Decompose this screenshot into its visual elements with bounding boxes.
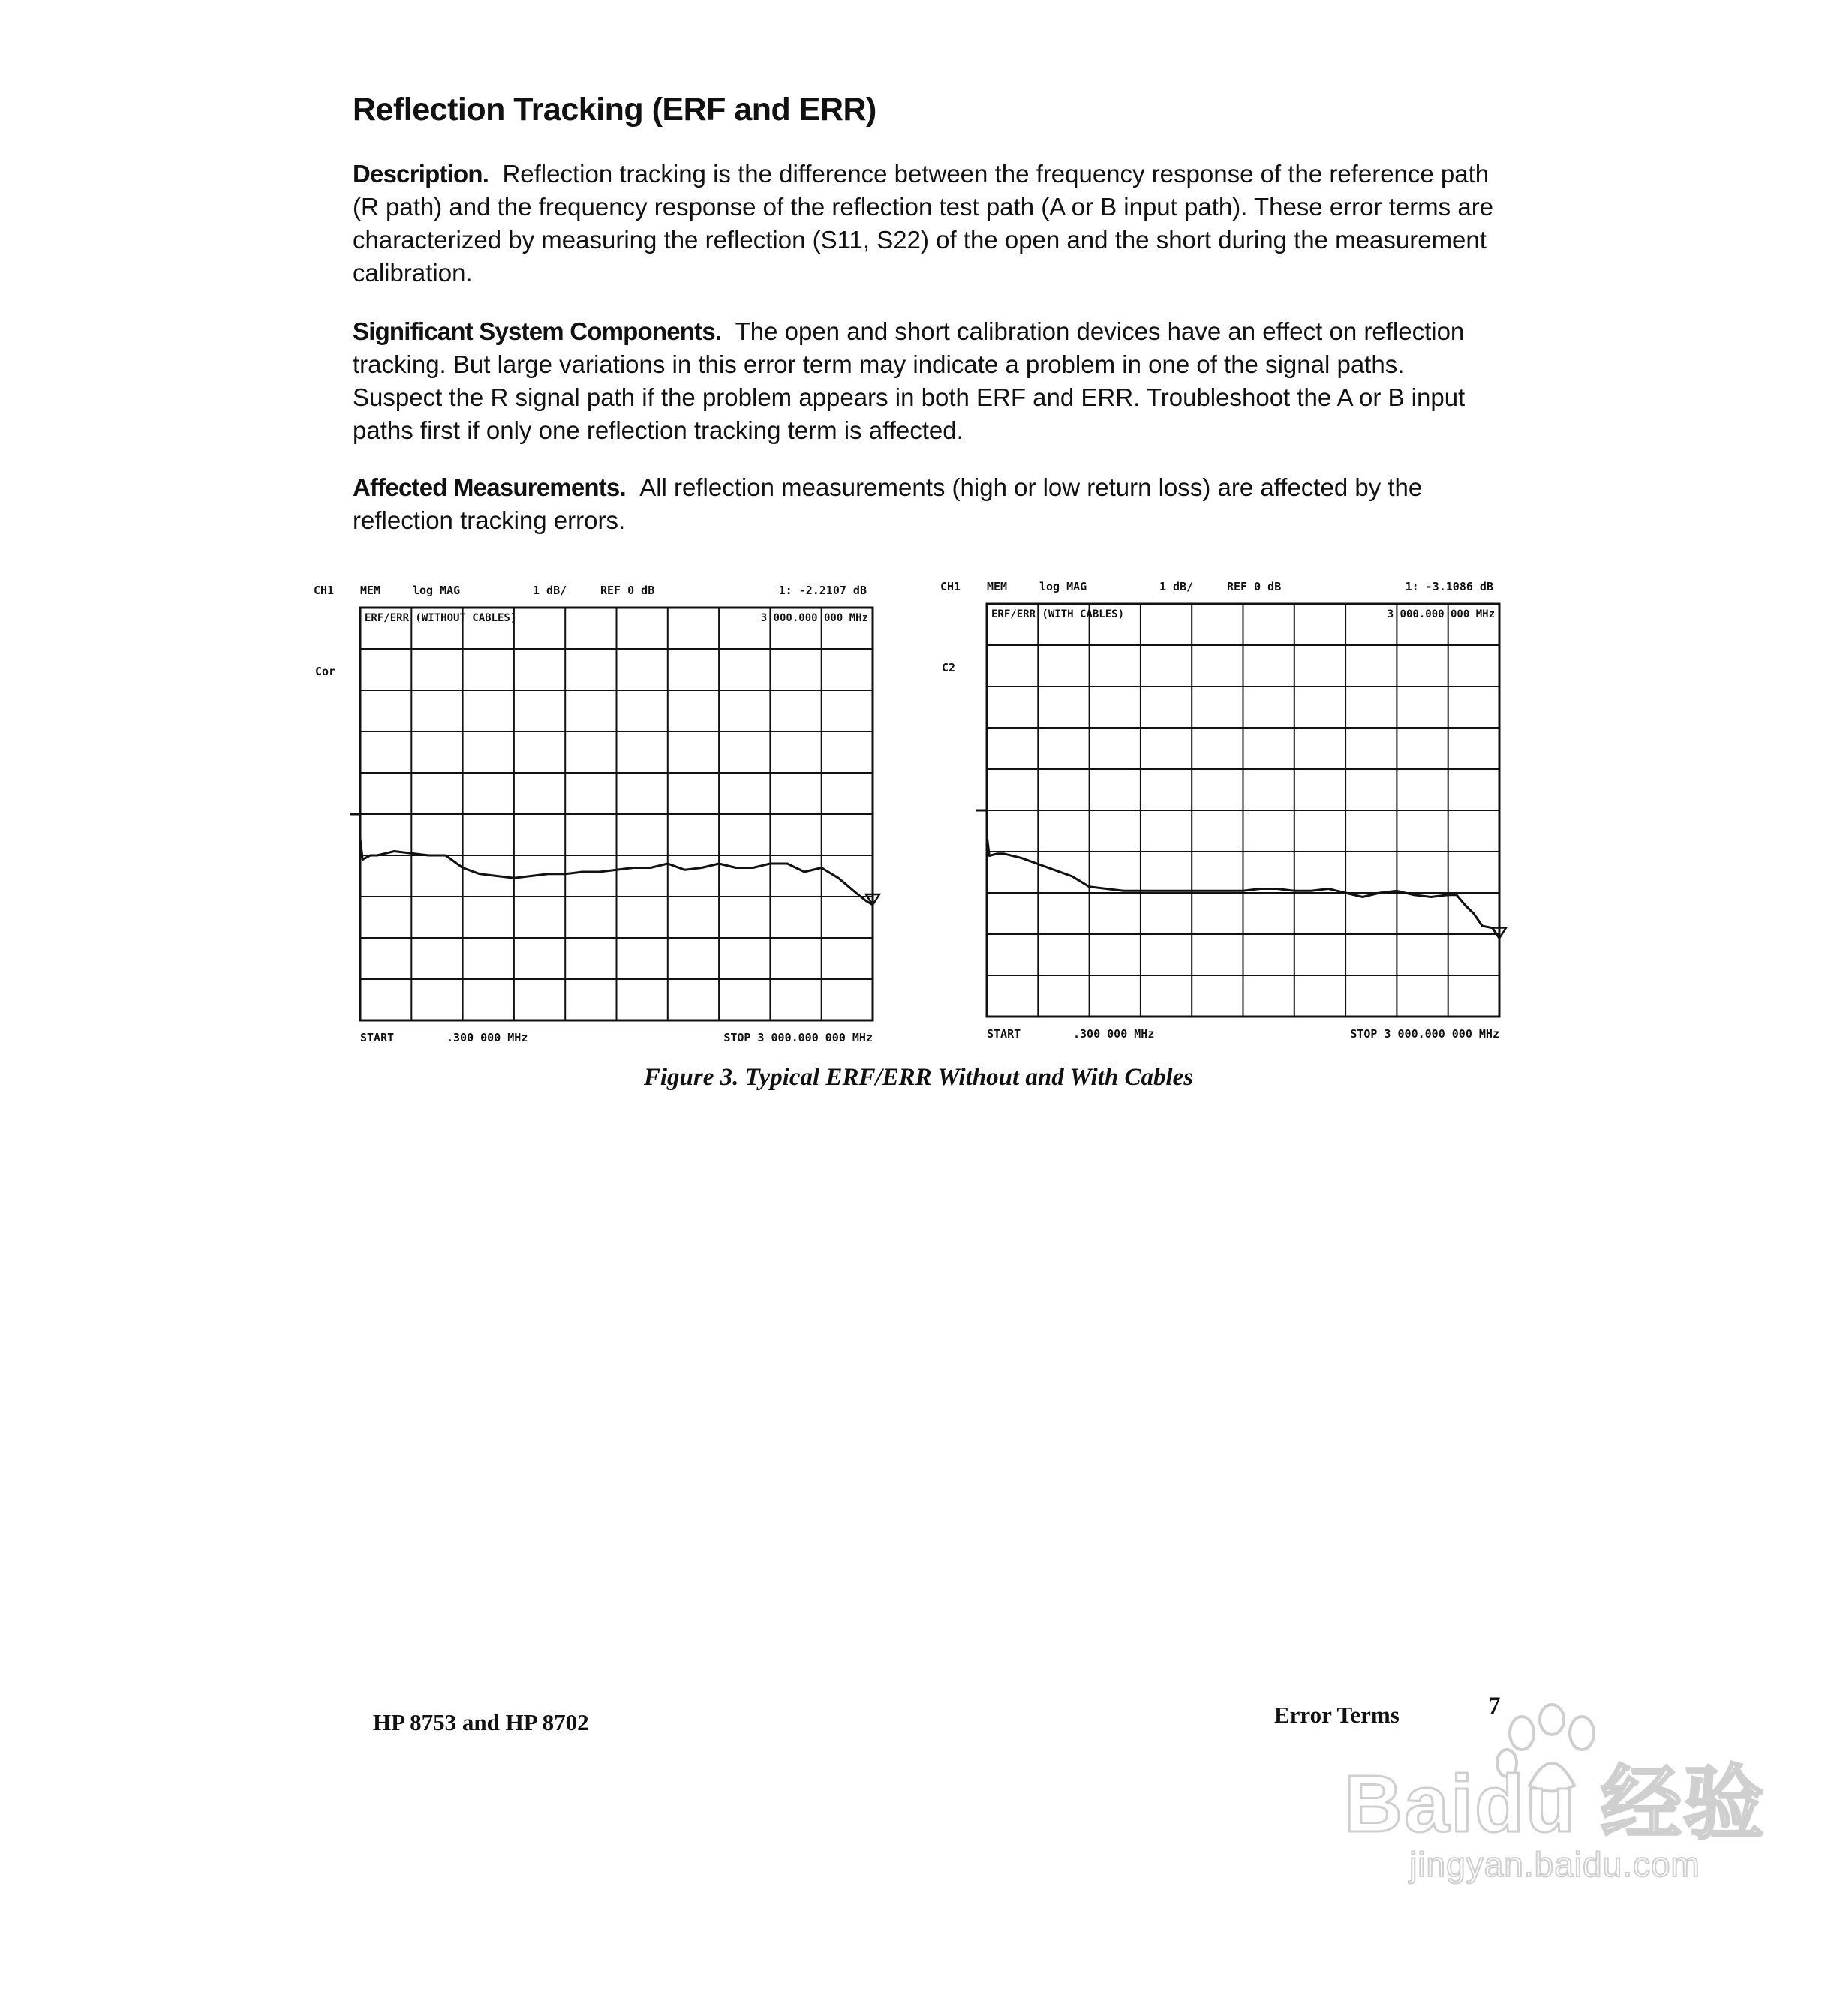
scale-label: 1 dB/: [533, 584, 567, 597]
mem-label: MEM: [987, 580, 1008, 593]
side-label: Cor: [315, 665, 336, 678]
trace-title: ERF/ERR (WITH CABLES): [991, 608, 1125, 620]
marker-frequency: 3 000.000 000 MHz: [1387, 608, 1495, 620]
description-lead: Description.: [353, 160, 489, 188]
start-label: START: [987, 1027, 1021, 1041]
components-text: The open and short calibration devices have an effect on reflection tracking. But large variations in this error term may indicate a problem in one of the signal paths. Suspect the R signal path if the problem appears in both ERF and ERR. Troubleshoot the A or B input paths first if only one reflection tracking term is affected.: [353, 317, 1466, 444]
components-paragraph: [353, 315, 1497, 447]
format-label: log MAG: [413, 584, 461, 597]
figure-caption: Figure 3. Typical ERF/ERR Without and With Cables: [643, 1064, 1194, 1091]
ref-label: REF 0 dB: [1227, 580, 1282, 593]
stop-label: STOP 3 000.000 000 MHz: [1350, 1027, 1499, 1041]
stop-label: STOP 3 000.000 000 MHz: [723, 1031, 873, 1044]
measurements-lead: Affected Measurements.: [353, 473, 626, 501]
measurements-paragraph: [353, 471, 1497, 537]
side-label: C2: [942, 661, 956, 675]
ref-label: REF 0 dB: [600, 584, 655, 597]
section-heading: Reflection Tracking (ERF and ERR): [353, 92, 876, 128]
components-lead: Significant System Components.: [353, 317, 722, 345]
marker-frequency: 3 000.000 000 MHz: [760, 612, 868, 624]
erf-err-without-cables-chart: [308, 578, 885, 1050]
baidu-watermark: [1343, 1758, 1766, 1885]
start-frequency: .300 000 MHz: [1073, 1027, 1155, 1041]
channel-label: CH1: [314, 584, 335, 597]
channel-label: CH1: [940, 580, 961, 593]
footer-section: Error Terms: [1274, 1702, 1400, 1728]
format-label: log MAG: [1039, 580, 1087, 593]
description-paragraph: [353, 158, 1497, 290]
description-text: Reflection tracking is the difference between the frequency response of the reference path (R path) and the frequency response of the reflection test path (A or B input path). These error terms are characterized by measuring the reflection (S11, S22) of the open and the short during the measurement calibration.: [353, 160, 1494, 287]
start-frequency: .300 000 MHz: [446, 1031, 528, 1044]
watermark-url: jingyan.baidu.com: [1409, 1845, 1700, 1884]
scale-label: 1 dB/: [1159, 580, 1194, 593]
footer-product: HP 8753 and HP 8702: [373, 1709, 589, 1735]
erf-err-with-cables-chart: [934, 574, 1512, 1047]
measurements-text: All reflection measurements (high or low return loss) are affected by the reflection tracking errors.: [353, 473, 1423, 534]
page-number: 7: [1488, 1693, 1501, 1720]
start-label: START: [360, 1031, 395, 1044]
trace-title: ERF/ERR (WITHOUT CABLES): [365, 612, 517, 624]
mem-label: MEM: [360, 584, 381, 597]
watermark-logo: Baidu 经验: [1343, 1758, 1766, 1849]
marker-readout: 1: -3.1086 dB: [1405, 580, 1493, 593]
marker-readout: 1: -2.2107 dB: [778, 584, 867, 597]
